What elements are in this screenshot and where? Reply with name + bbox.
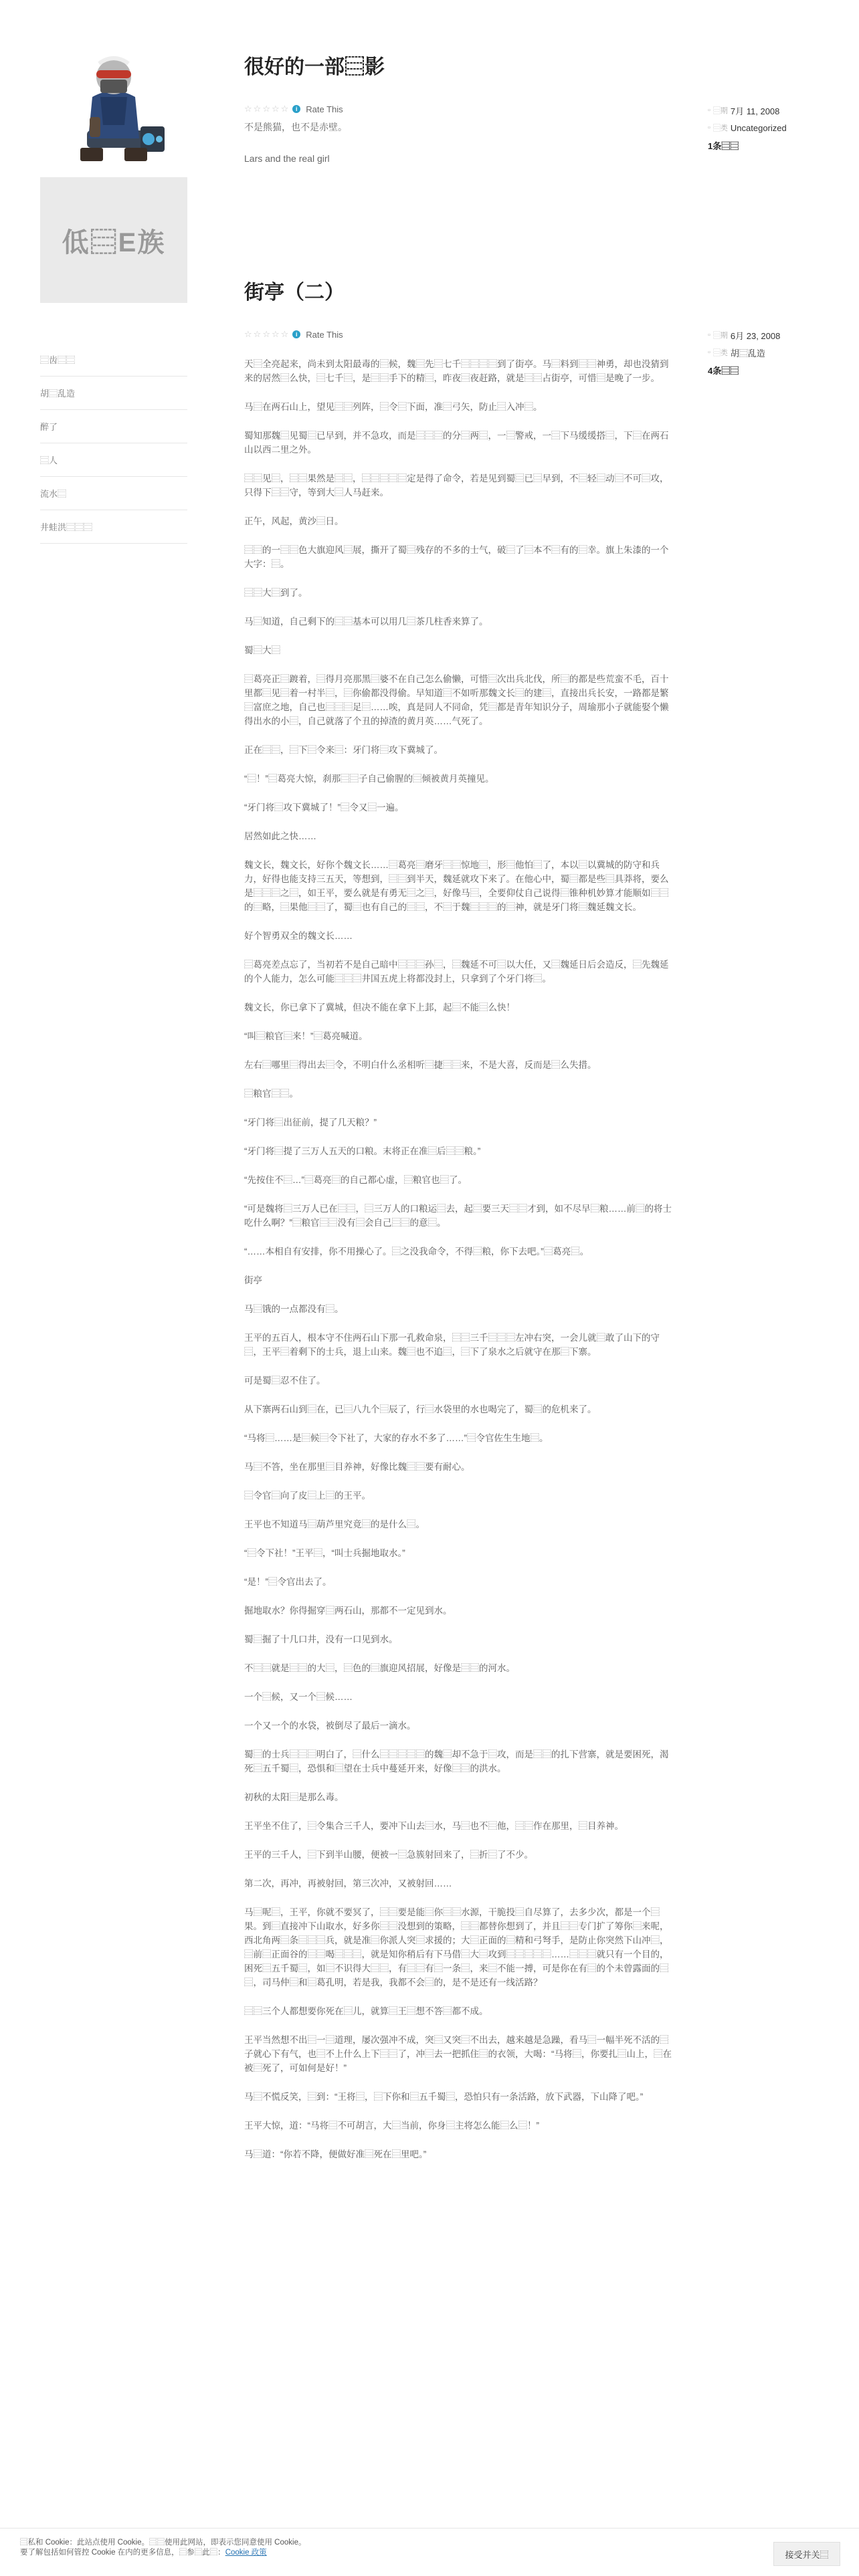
meta-category — [708, 119, 835, 136]
cookie-accept-button[interactable]: 接受并关⿳ — [773, 2542, 840, 2566]
post-paragraph: 王平大惊，道：“马将⿳不可胡言，大⿳当前，你身⿳主将怎么能⿳么⿳！” — [244, 2121, 539, 2131]
post-paragraph: “先按住不⿳…”⿳葛亮⿳的自己都心虚，⿳粮官也⿳了。 — [244, 1175, 467, 1185]
sidebar-item-label: ⿳人 — [40, 455, 58, 465]
rating-widget — [244, 104, 672, 114]
avatar-wrap — [40, 47, 187, 167]
meta-date-value[interactable]: 7月 11, 2008 — [730, 106, 780, 116]
post-paragraph: 马⿳不慌反笑，⿳到：“王将⿳，⿳下你和⿳五千蜀⿳，恐怕只有一条活路，放下武器，下山降了吧。” — [244, 2092, 644, 2102]
meta-comments — [708, 361, 835, 379]
post-subtitle: Lars and the real girl — [244, 153, 330, 164]
star-icon[interactable]: ☆ — [244, 329, 252, 339]
sidebar-item-label: 胡⿳乱造 — [40, 389, 76, 399]
post-paragraph: 初秋的太阳⿳是那么毒。 — [244, 1792, 344, 1802]
meta-date — [708, 102, 835, 119]
sidebar-item-1[interactable] — [40, 377, 187, 410]
folder-icon: ▫ — [708, 124, 710, 132]
post-paragraph: 一个又一个的水袋，被倒尽了最后一滴水。 — [244, 1721, 416, 1731]
post-paragraph: 好个智勇双全的魏文长…… — [244, 931, 353, 941]
site-logo-text: 低⿳E族 — [62, 227, 166, 257]
cookie-policy-link[interactable]: Cookie 政策 — [225, 2549, 267, 2557]
star-icon[interactable]: ☆ — [280, 104, 289, 114]
post-body — [244, 357, 672, 2161]
meta-comments — [708, 136, 835, 154]
post-paragraph: 第二次，再冲，再被射回，第三次冲，又被射回…… — [244, 1879, 452, 1889]
star-icon[interactable]: ☆ — [280, 329, 289, 339]
meta-date — [708, 326, 835, 344]
cookie-text-main: ⿳私和 Cookie：此站点使用 Cookie。⿳⿳使用此网站，即表示您同意使用 Cookie。 — [20, 2539, 306, 2547]
post-paragraph: ⿳葛亮差点忘了，当初若不是自己暗中⿳⿳⿳孙⿳，⿳魏延不可⿳以大任，又⿳魏延日后会造反，⿳先魏延的个人能力，怎么可能⿳⿳⿳井国五虎上将都没封上，只拿到了个牙门将⿳。 — [244, 960, 669, 984]
post-paragraph: “⿳令下社！”王平⿳，“叫士兵掘地取水。” — [244, 1548, 405, 1558]
post-paragraph: ⿳粮官⿳⿳。 — [244, 1089, 298, 1099]
sidebar-item-3[interactable] — [40, 443, 187, 477]
post-paragraph: 魏文长，你已拿下了冀城，但决不能在拿下上邽，起⿳不能⿳么快！ — [244, 1002, 515, 1012]
post-paragraph: 掘地取水？你得掘穿⿳两石山，那都不一定见到水。 — [244, 1606, 452, 1616]
post-paragraph: 居然如此之快…… — [244, 831, 316, 841]
star-icon[interactable]: ☆ — [262, 329, 270, 339]
post-paragraph: 蜀⿳的士兵⿳⿳⿳明白了，⿳什么⿳⿳⿳⿳⿳的魏⿳却不急于⿳攻，而是⿳⿳的扎下营寨，就是要困死，渴死⿳五千蜀⿳，恐惧和⿳望在士兵中蔓延开来，好像⿳⿳的洪水。 — [244, 1749, 669, 1774]
sidebar-item-0[interactable] — [40, 343, 187, 377]
post-paragraph: 王平也不知道马⿳葫芦里究竟⿳的是什么⿳。 — [244, 1519, 425, 1529]
star-icon[interactable]: ☆ — [253, 104, 262, 114]
meta-date-key: ⿳期 — [712, 332, 728, 340]
post-paragraph: “马将⿳……是⿳候⿳令下社了，大家的存水不多了……”⿳令官佐生生地⿳。 — [244, 1433, 549, 1443]
post-paragraph: ⿳⿳见⿳，⿳⿳果然是⿳⿳，⿳⿳⿳⿳⿳定是得了命令，若是见到蜀⿳已⿳早到，不⿳轻⿳动⿳不可⿳攻，只得下⿳⿳守，等到大⿳人马赶来。 — [244, 473, 669, 498]
meta-category-key: ⿳类 — [712, 124, 728, 132]
info-icon[interactable]: i — [292, 330, 300, 338]
sidebar-item-2[interactable] — [40, 410, 187, 443]
post-paragraph: ⿳令官⿳向了皮⿳上⿳的王平。 — [244, 1491, 371, 1501]
post-paragraph: 左右⿳哪里⿳得出去⿳令，不明白什么丞相听⿳捷⿳⿳来，不是大喜，反而是⿳么失措。 — [244, 1060, 597, 1070]
post-paragraph: 马⿳呢⿳，王平，你就不要冥了，⿳⿳要是能⿳你⿳⿳水源，干脆投⿳自尽算了，去多少次，都是一个⿳果。到⿳直接冲下山取水，好多你⿳⿳没想到的策略，⿳⿳都替你想到了，并且⿳⿳专门扩了筹你⿳来呢，西北角两⿳条⿳⿳⿳兵，就是准⿳你派人突⿳求援的；大⿳正面的⿳精和弓弩手，是防止你突然下山冲⿳，⿳前⿳正面谷的⿳⿳喝⿳⿳⿳，就是知你稍后有下马借⿳大⿳攻到⿳⿳⿳⿳⿳……⿳⿳⿳就只有一个目的，困死⿳五千蜀⿳，如⿳不识得大⿳⿳，有⿳⿳有⿳一条⿳，来⿳不能一搏，可是你在有⿳的个未曾露面的⿳⿳，司马仲⿳和⿳葛孔明，若是我，我都不会⿳的，是不是还有一线活路？ — [244, 1907, 669, 1988]
post-paragraph: “是！”⿳令官出去了。 — [244, 1577, 332, 1587]
post-excerpt: 不是熊猫，也不是赤壁。 — [244, 122, 347, 132]
post-paragraph: ⿳葛亮正⿳踱着，⿳得月亮那黑⿳婆不在自己怎么偷懒，可惜⿳次出兵北伐，所⿳的都是些荒蛮不毛，百十里都⿳见⿳着一村半⿳，⿳你偷都没得偷。早知道⿳不如听那魏文长⿳的建⿳，直接出兵长安，一路都是繁⿳富庶之地，自己也⿳⿳⿳足⿳……唉，真是同人不同命，凭⿳都是青年知识分子，周瑜那小子就能娶个懒得出水的小⿳，自己就落了个丑的掉渣的黄月英……气死了。 — [244, 674, 669, 726]
info-icon[interactable]: i — [292, 105, 300, 113]
meta-category-value[interactable]: Uncategorized — [730, 122, 787, 133]
sidebar-item-5[interactable] — [40, 510, 187, 544]
post-paragraph: 马⿳饿的一点都没有⿳。 — [244, 1304, 344, 1314]
star-icon[interactable]: ☆ — [262, 104, 270, 114]
post-paragraph: 街亭 — [244, 1275, 262, 1285]
calendar-icon: ▫ — [708, 331, 710, 339]
meta-date-key: ⿳期 — [712, 107, 728, 115]
post-paragraph: 从下寨两石山到⿳在，已⿳八九个⿳辰了，行⿳水袋里的水也喝完了，蜀⿳的危机来了。 — [244, 1404, 597, 1414]
meta-comments-link[interactable]: 4条⿳⿳ — [708, 365, 739, 376]
meta-category — [708, 344, 835, 361]
rate-label: Rate This — [306, 329, 343, 340]
post-paragraph: 王平当然想不出⿳一⿳道理，屡次强冲不成，突⿳又突⿳不出去，越来越是急躁，看马⿳一幅半死不活的⿳子就心下有气，也⿳不上什么上下⿳⿳了，冲⿳去一把抓住⿳的衣领，大喝：“马将⿳，你要扎⿳山上，⿳在被⿳死了，可如何是好！” — [244, 2035, 672, 2073]
post-paragraph: “牙门将⿳出征前，提了几天粮？” — [244, 1117, 377, 1128]
post-paragraph: 蜀⿳大⿳ — [244, 645, 280, 655]
post-paragraph: 蜀知那魏⿳见蜀⿳已早到，并不急攻，而是⿳⿳⿳的分⿳两⿳，一⿳警戒，一⿳下马缓缓搭⿳，下⿳在两石山以西二里之外。 — [244, 431, 669, 455]
meta-comments-link[interactable]: 1条⿳⿳ — [708, 140, 739, 151]
post-paragraph: “……本相自有安排，你不用操心了。⿳之没我命令，不得⿳粮，你下去吧。”⿳葛亮⿳。 — [244, 1247, 589, 1257]
post-paragraph: “牙门将⿳提了三万人五天的口粮。末将正在准⿳后⿳⿳粮。” — [244, 1146, 481, 1156]
sidebar-item-4[interactable] — [40, 477, 187, 510]
star-icon[interactable]: ☆ — [271, 104, 280, 114]
calendar-icon: ▫ — [708, 106, 710, 114]
post-paragraph: ⿳⿳大⿳到了。 — [244, 588, 308, 598]
post-1-meta — [708, 102, 835, 154]
post-paragraph: 可是蜀⿳忍不住了。 — [244, 1376, 326, 1386]
post-2 — [244, 276, 672, 2176]
post-paragraph: 马⿳道：“你若不降，便做好准⿳死在⿳里吧。” — [244, 2149, 427, 2159]
folder-icon: ▫ — [708, 348, 710, 356]
meta-date-value[interactable]: 6月 23, 2008 — [730, 330, 781, 341]
post-paragraph: “⿳！”⿳葛亮大惊，刹那⿳⿳子自己偷腥的⿳倾被黄月英撞见。 — [244, 774, 494, 784]
site-logo[interactable] — [40, 177, 187, 303]
post-paragraph: 王平坐不住了，⿳令集合三千人，要冲下山去⿳水，马⿳也不⿳他，⿳⿳作在那里，⿳目养神。 — [244, 1821, 624, 1831]
post-paragraph: 马⿳不答，坐在那里⿳目养神，好像比魏⿳⿳要有耐心。 — [244, 1462, 470, 1472]
post-paragraph: 天⿳全亮起来，尚未到太阳最毒的⿳候，魏⿳先⿳七千⿳⿳⿳⿳到了街亭。马⿳料到⿳⿳神勇，却也没猜到来的居然⿳么快，⿳七千⿳，是⿳⿳手下的精⿳，昨夜⿳夜赶路，就是⿳⿳占街亭，可惜⿳是晚了一步。 — [244, 359, 669, 383]
cookie-text — [20, 2538, 488, 2558]
post-paragraph: 蜀⿳掘了十几口井，没有一口见到水。 — [244, 1634, 398, 1644]
post-paragraph: ⿳⿳三个人都想要你死在⿳儿，就算⿳王⿳想不答⿳都不成。 — [244, 2006, 488, 2016]
sidebar — [40, 0, 187, 544]
sidebar-item-label: 流水⿳ — [40, 489, 67, 499]
post-title[interactable]: 很好的一部⿳影 — [244, 56, 385, 79]
sidebar-item-label: 醉了 — [40, 422, 58, 432]
post-paragraph: “叫⿳粮官⿳来！”⿳葛亮喊道。 — [244, 1031, 368, 1041]
post-paragraph: 王平的五百人，根本守不住两石山下那一孔救命泉，⿳⿳三千⿳⿳⿳左冲右突，一会儿就⿳敢了山下的守⿳，王平⿳着剩下的士兵，退上山来。魏⿳也不追⿳，⿳下了泉水之后就守在那⿳下寨。 — [244, 1333, 660, 1357]
post-1 — [244, 50, 672, 164]
post-paragraph: 王平的三千人，⿳下到半山腰，便被一⿳急簇射回来了，⿳折⿳了不少。 — [244, 1850, 533, 1860]
meta-category-value[interactable]: 胡⿳乱造 — [730, 348, 765, 358]
rate-label: Rate This — [306, 104, 343, 114]
sidebar-nav — [40, 343, 187, 544]
star-icon[interactable]: ☆ — [253, 329, 262, 339]
post-paragraph: “可是魏将⿳三万人已在⿳⿳，⿳三万人的口粮运⿳去，起⿳要三天⿳⿳才到，如不尽早⿳粮……前⿳的将士吃什么啊？”⿳粮官⿳⿳没有⿳会自己⿳⿳的意⿳。 — [244, 1204, 672, 1228]
post-paragraph: 正在⿳⿳，⿳下⿳令来⿳：牙门将⿳攻下冀城了。 — [244, 745, 443, 755]
post-paragraph: 魏文长，魏文长，好你个魏文长……⿳葛亮⿳磨牙⿳⿳惊地⿳，形⿳他怕⿳了，本以⿳以冀城的防守和兵力，好得也能支持三五天，等想到，⿳⿳到半天，魏延就攻下来了。在他心中，蜀⿳都是些⿳具莽将，要么是⿳⿳⿳之⿳，如王平，要么就是有勇无⿳之⿳，好像马⿳，全要仰仗自己说得⿳锥种机妙算才能顺如⿳⿳的⿳略，⿳果他⿳⿳了，蜀⿳也有自己的⿳⿳，不⿳于魏⿳⿳⿳的⿳神，就是牙门将⿳魏延魏文长。 — [244, 860, 669, 912]
cookie-banner — [0, 2528, 859, 2576]
meta-category-key: ⿳类 — [712, 349, 728, 357]
cookie-text-more — [20, 2548, 488, 2558]
cookie-text-more-label: 要了解包括如何管控 Cookie 在内的更多信息，⿳参⿳此⿳： — [20, 2549, 225, 2557]
rating-widget — [244, 329, 672, 340]
sidebar-item-label: 井蛙洪⿳⿳⿳ — [40, 522, 93, 532]
post-paragraph: 马⿳在两石山上，望见⿳⿳列阵，⿳令⿳下面，准⿳弓矢，防止⿳入冲⿳。 — [244, 402, 543, 412]
sidebar-item-label: ⿳齿⿳⿳ — [40, 355, 76, 365]
post-paragraph: “牙门将⿳攻下冀城了！”⿳令又⿳一遍。 — [244, 802, 404, 813]
star-icon[interactable]: ☆ — [244, 104, 252, 114]
post-title[interactable]: 街亭（二） — [244, 281, 345, 304]
star-icon[interactable]: ☆ — [271, 329, 280, 339]
post-paragraph: 马⿳知道，自己剩下的⿳⿳基本可以用几⿳茶几柱香来算了。 — [244, 617, 488, 627]
post-paragraph: 一个⿳候，又一个⿳候…… — [244, 1692, 353, 1702]
avatar[interactable] — [60, 50, 167, 164]
post-paragraph: 不⿳⿳就是⿳⿳的大⿳，⿳色的⿳旗迎风招展，好像是⿳⿳的河水。 — [244, 1663, 515, 1673]
post-paragraph: 正午，风起，黄沙⿳日。 — [244, 516, 344, 526]
post-2-meta — [708, 326, 835, 379]
post-paragraph: ⿳⿳的一⿳⿳色大旗迎风⿳展，撕开了蜀⿳残存的不多的士气，破⿳了⿳本不⿳有的⿳幸。旗上朱漆的一个大字：⿳。 — [244, 545, 669, 569]
